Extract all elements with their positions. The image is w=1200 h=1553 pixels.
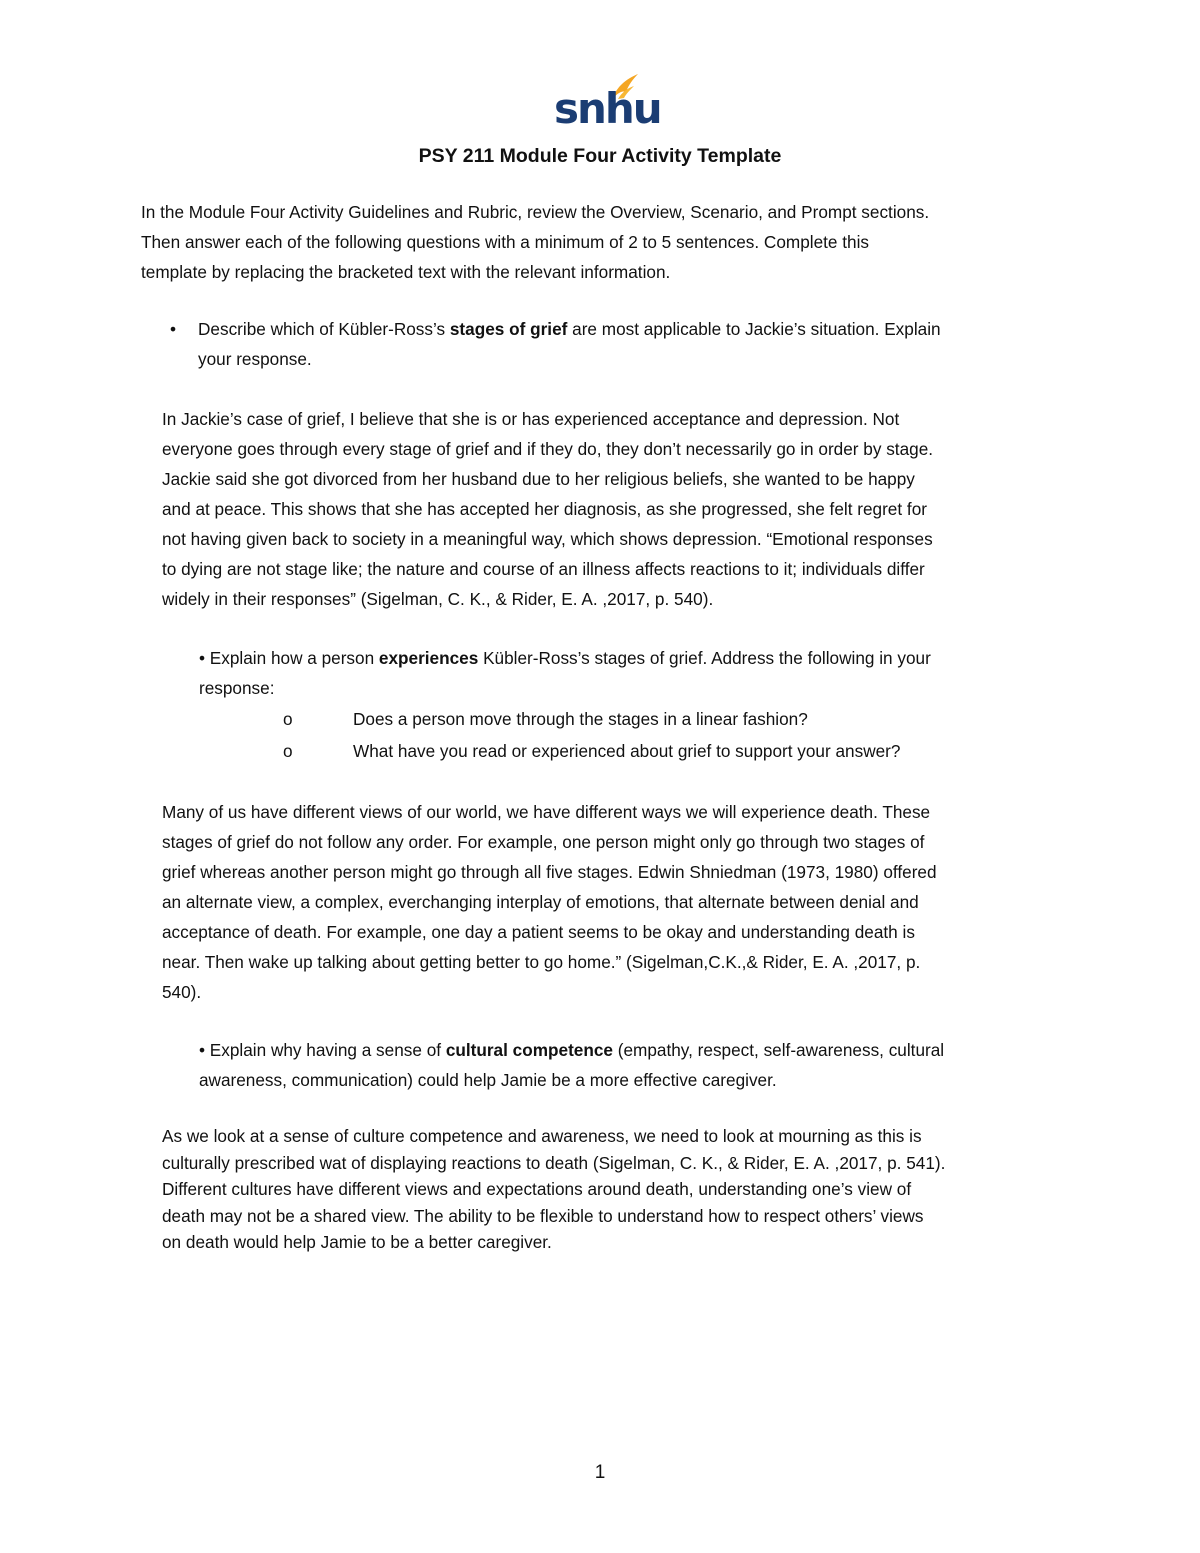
answer-line: acceptance of death. For example, one day a patient seems to be okay and understanding death is — [162, 922, 915, 942]
sub-bullet-icon: o — [283, 741, 293, 761]
question-2-line-2: response: — [199, 678, 275, 698]
question-1-text-post: are most applicable to Jackie’s situation. Explain — [567, 319, 941, 339]
question-1-line-2: your response. — [198, 349, 312, 369]
sub-question-2 — [283, 736, 1083, 766]
answer-line: to dying are not stage like; the nature and course of an illness affects reactions to it; individuals differ — [162, 559, 925, 579]
answer-3 — [162, 1123, 1062, 1256]
snhu-logo — [554, 72, 661, 134]
answer-line: not having given back to society in a meaningful way, which shows depression. “Emotional responses — [162, 529, 933, 549]
question-1-emphasis: stages of grief — [449, 319, 568, 339]
question-3-text-pre: Explain why having a sense of — [205, 1040, 446, 1060]
question-1 — [170, 314, 1050, 374]
document-title: PSY 211 Module Four Activity Template — [418, 145, 782, 167]
intro-line: In the Module Four Activity Guidelines and Rubric, review the Overview, Scenario, and Prompt sections. — [141, 202, 930, 222]
intro-line: template by replacing the bracketed text with the relevant information. — [141, 262, 671, 282]
question-2-text-post: Kübler-Ross’s stages of grief. Address the following in your — [478, 648, 931, 668]
sub-question-text: What have you read or experienced about grief to support your answer? — [353, 741, 901, 761]
sub-question-text: Does a person move through the stages in a linear fashion? — [353, 709, 808, 729]
answer-line: near. Then wake up talking about getting better to go home.” (Sigelman,C.K.,& Rider, E. A. ,2017, p. — [162, 952, 921, 972]
question-2 — [199, 643, 1059, 703]
question-1-text-pre: Describe which of Kübler-Ross’s — [198, 319, 450, 339]
answer-line: widely in their responses” (Sigelman, C. K., & Rider, E. A. ,2017, p. 540). — [162, 589, 714, 609]
sub-question-1 — [283, 704, 1083, 734]
page-number: 1 — [594, 1462, 606, 1483]
logo-text: snhu — [554, 84, 661, 133]
bullet-icon: • — [199, 648, 206, 668]
answer-line: and at peace. This shows that she has accepted her diagnosis, as she progressed, she felt regret for — [162, 499, 927, 519]
question-2-text-pre: Explain how a person — [205, 648, 379, 668]
answer-line: everyone goes through every stage of grief and if they do, they don’t necessarily go in order by stage. — [162, 439, 934, 459]
answer-2 — [162, 797, 1062, 1007]
sub-bullet-icon: o — [283, 709, 293, 729]
question-3-emphasis: cultural competence — [445, 1040, 613, 1060]
answer-line: grief whereas another person might go through all five stages. Edwin Shniedman (1973, 1980) offered — [162, 862, 937, 882]
answer-line: In Jackie’s case of grief, I believe that she is or has experienced acceptance and depression. Not — [162, 409, 900, 429]
answer-line: As we look at a sense of culture competence and awareness, we need to look at mourning as this is — [162, 1126, 922, 1146]
answer-line: culturally prescribed wat of displaying reactions to death (Sigelman, C. K., & Rider, E. A. ,2017, p. 541). — [162, 1152, 946, 1173]
question-3-line-2: awareness, communication) could help Jamie be a more effective caregiver. — [199, 1070, 777, 1090]
bullet-icon: • — [199, 1040, 206, 1060]
answer-line: Jackie said she got divorced from her husband due to her religious beliefs, she wanted to be happy — [162, 469, 915, 489]
answer-line: an alternate view, a complex, everchanging interplay of emotions, that alternate between denial and — [162, 892, 919, 912]
question-3 — [199, 1035, 1059, 1095]
question-1-text — [198, 314, 1048, 374]
question-2-emphasis: experiences — [378, 648, 479, 668]
answer-line: on death would help Jamie to be a better caregiver. — [162, 1232, 552, 1252]
answer-line: Many of us have different views of our world, we have different ways we will experience death. These — [162, 802, 931, 822]
answer-line: 540). — [162, 982, 202, 1002]
answer-line: stages of grief do not follow any order. For example, one person might only go through two stages of — [162, 832, 925, 852]
intro-line: Then answer each of the following questions with a minimum of 2 to 5 sentences. Complete this — [141, 232, 869, 252]
answer-1 — [162, 404, 1062, 614]
answer-line: Different cultures have different views and expectations around death, understanding one’s view of — [162, 1179, 912, 1199]
bullet-icon: • — [170, 319, 177, 339]
intro-paragraph — [141, 197, 1061, 287]
answer-line: death may not be a shared view. The ability to be flexible to understand how to respect others’ views — [162, 1205, 924, 1226]
question-3-text-post: (empathy, respect, self-awareness, cultural — [612, 1040, 945, 1060]
